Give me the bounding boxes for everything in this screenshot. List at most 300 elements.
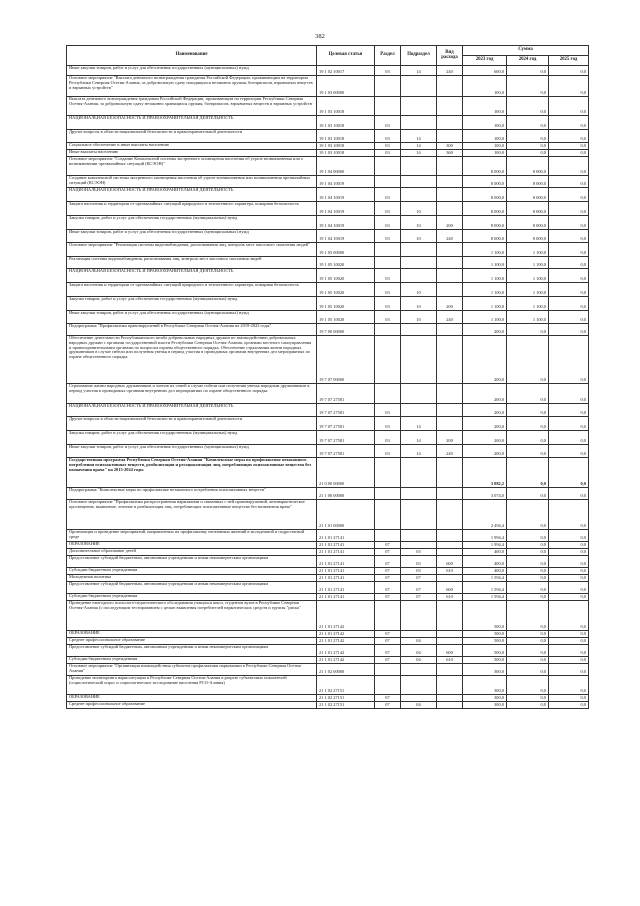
amount-2024: 0,0	[507, 631, 549, 638]
amount-2025: 0,0	[549, 188, 589, 202]
amount-2025: 0,0	[549, 458, 589, 488]
header-target: Целевая статья	[317, 46, 375, 66]
subsection-code	[401, 530, 437, 542]
table-row	[67, 384, 589, 404]
row-name: Обеспечение деятельности Республиканского штаба добровольных народных дружин по взаимодействию добровольных народных дружин с органами государственной власти Республики Северная Осетия-Алания, органами местного самоуправления и правоохранительными органами по вопросам охраны общественного порядка. Обеспечение страхования жизни народных дружинников в случае гибели или получения увечья в период участия в проводимых органами внутренних дел мероприятиях по охране общественного порядка	[67, 336, 317, 384]
row-name: Среднее профессиональное образование	[67, 702, 317, 709]
amount-2025: 0,0	[549, 97, 589, 116]
target-code: 19 1 03 10018	[317, 150, 375, 157]
expense-type-code	[437, 384, 463, 404]
section-code: 03	[375, 116, 401, 130]
row-name: Проведение мониторинга наркоситуации в Республике Северная Осетия-Алания в разрезе субъектовых показателей (социологический опрос и социологическое исследование населения РСО-Алания)	[67, 676, 317, 695]
amount-2023: 100,0	[463, 116, 507, 130]
row-name: Организация и проведение мероприятий, направленных на профилактику негативных явлений в молодежной и подростковой среде	[67, 530, 317, 542]
target-code: 19 1 04 10019	[317, 176, 375, 188]
row-name: Другие вопросы в области национальной безопасности и правоохранительной деятельности	[67, 130, 317, 143]
expense-type-code: 240	[437, 445, 463, 458]
amount-2025: 0,0	[549, 568, 589, 575]
expense-type-code: 610	[437, 568, 463, 575]
subsection-code: 14	[401, 143, 437, 150]
row-name: Предоставление субсидий бюджетным, автономным учреждениям и иным некоммерческим организациям	[67, 582, 317, 594]
target-code: 21 1 01 27141	[317, 549, 375, 556]
target-code: 21 1 01 27141	[317, 575, 375, 582]
target-code: 19 7 07 27581	[317, 417, 375, 431]
page-number: 382	[315, 33, 325, 40]
table-row	[67, 336, 589, 384]
table-row	[67, 631, 589, 638]
row-name: Выплата денежного вознаграждения гражданам Российской Федерации, проживающим на территории Республики Северная Осетия-Алания, за добровольную сдачу незаконно хранящихся оружия, боеприпасов, взрывчатых веществ и взрывных устройств	[67, 97, 317, 116]
table-row	[67, 458, 589, 488]
target-code: 19 1 04 10019	[317, 188, 375, 202]
amount-2025: 0,0	[549, 311, 589, 324]
header-subsection: Подраздел	[401, 46, 437, 66]
amount-2023: 500,0	[463, 638, 507, 645]
section-code	[375, 257, 401, 269]
table-row	[67, 130, 589, 143]
amount-2024: 0,0	[507, 97, 549, 116]
expense-type-code	[437, 458, 463, 488]
expense-type-code	[437, 188, 463, 202]
amount-2023: 200,0	[463, 404, 507, 417]
expense-type-code	[437, 283, 463, 297]
table-row	[67, 488, 589, 500]
subsection-code	[401, 695, 437, 702]
amount-2024: 0,0	[507, 404, 549, 417]
table-row	[67, 157, 589, 176]
section-code: 03	[375, 445, 401, 458]
expense-type-code	[437, 664, 463, 676]
expense-type-code	[437, 542, 463, 549]
amount-2023: 300,0	[463, 664, 507, 676]
section-code: 07	[375, 582, 401, 594]
amount-2024: 0,0	[507, 336, 549, 384]
subsection-code: 07	[401, 575, 437, 582]
amount-2023: 8 000,0	[463, 176, 507, 188]
table-row	[67, 311, 589, 324]
amount-2023: 600,0	[463, 66, 507, 76]
amount-2023: 500,0	[463, 657, 507, 664]
expense-type-code: 600	[437, 556, 463, 568]
subsection-code	[401, 676, 437, 695]
header-year-2024: 2024 год	[507, 56, 549, 66]
target-code: 19 7 07 00000	[317, 336, 375, 384]
amount-2025: 0,0	[549, 116, 589, 130]
amount-2024: 8 000,0	[507, 157, 549, 176]
section-code: 07	[375, 657, 401, 664]
table-row	[67, 556, 589, 568]
amount-2023: 1 994,4	[463, 530, 507, 542]
row-name: Социальное обеспечение и иные выплаты населению	[67, 143, 317, 150]
amount-2023: 200,0	[463, 336, 507, 384]
amount-2025: 0,0	[549, 542, 589, 549]
subsection-code	[401, 116, 437, 130]
amount-2025: 0,0	[549, 202, 589, 216]
amount-2025: 0,0	[549, 500, 589, 530]
row-name: ОБРАЗОВАНИЕ	[67, 631, 317, 638]
target-code: 19 1 04 10019	[317, 216, 375, 230]
row-name: Иные закупки товаров, работ и услуг для обеспечения государственных (муниципальных) нужд	[67, 445, 317, 458]
table-row	[67, 404, 589, 417]
subsection-code: 14	[401, 431, 437, 445]
amount-2023: 200,0	[463, 431, 507, 445]
target-code: 21 1 01 27141	[317, 542, 375, 549]
subsection-code	[401, 176, 437, 188]
header-section: Раздел	[375, 46, 401, 66]
amount-2023: 8 000,0	[463, 216, 507, 230]
target-code: 19 1 05 00000	[317, 243, 375, 257]
expense-type-code: 300	[437, 143, 463, 150]
row-name: Защита населения и территории от чрезвычайных ситуаций природного и техногенного характера, пожарная безопасность	[67, 202, 317, 216]
expense-type-code: 360	[437, 150, 463, 157]
target-code: 21 1 02 27151	[317, 702, 375, 709]
row-name: Подпрограмма "Профилактика правонарушений в Республике Северная Осетия-Алания на 2019-2023 годы"	[67, 324, 317, 336]
expense-type-code	[437, 336, 463, 384]
row-name: Закупка товаров, работ и услуг для обеспечения государственных (муниципальных) нужд	[67, 216, 317, 230]
amount-2025: 0,0	[549, 601, 589, 631]
row-name: Иные закупки товаров, работ и услуг для обеспечения государственных (муниципальных) нужд	[67, 66, 317, 76]
target-code: 21 1 01 27141	[317, 568, 375, 575]
table-row	[67, 116, 589, 130]
amount-2024: 0,0	[507, 645, 549, 657]
amount-2023: 1 594,4	[463, 575, 507, 582]
section-code: 03	[375, 66, 401, 76]
target-code: 21 0 00 00000	[317, 458, 375, 488]
section-code: 03	[375, 283, 401, 297]
amount-2024: 0,0	[507, 143, 549, 150]
amount-2025: 0,0	[549, 488, 589, 500]
subsection-code: 03	[401, 568, 437, 575]
amount-2024: 0,0	[507, 150, 549, 157]
amount-2025: 0,0	[549, 150, 589, 157]
section-code: 03	[375, 269, 401, 283]
amount-2023: 200,0	[463, 417, 507, 431]
amount-2025: 0,0	[549, 76, 589, 97]
amount-2025: 0,0	[549, 638, 589, 645]
row-name: Защита населения и территории от чрезвычайных ситуаций природного и техногенного характера, пожарная безопасность	[67, 283, 317, 297]
subsection-code	[401, 488, 437, 500]
table-row	[67, 297, 589, 311]
amount-2024: 0,0	[507, 76, 549, 97]
amount-2025: 0,0	[549, 645, 589, 657]
amount-2023: 200,0	[463, 384, 507, 404]
amount-2023: 400,0	[463, 568, 507, 575]
subsection-code	[401, 500, 437, 530]
amount-2025: 0,0	[549, 324, 589, 336]
target-code: 19 1 05 10020	[317, 269, 375, 283]
amount-2025: 0,0	[549, 664, 589, 676]
table-row	[67, 676, 589, 695]
section-code	[375, 336, 401, 384]
subsection-code	[401, 243, 437, 257]
amount-2023: 300,0	[463, 702, 507, 709]
amount-2024: 0,0	[507, 582, 549, 594]
subsection-code: 07	[401, 582, 437, 594]
section-code	[375, 676, 401, 695]
amount-2024: 0,0	[507, 702, 549, 709]
amount-2024: 0,0	[507, 556, 549, 568]
expense-type-code	[437, 702, 463, 709]
table-row	[67, 188, 589, 202]
subsection-code: 10	[401, 230, 437, 243]
amount-2025: 0,0	[549, 269, 589, 283]
expense-type-code	[437, 404, 463, 417]
section-code: 07	[375, 695, 401, 702]
target-code: 19 7 07 27581	[317, 445, 375, 458]
row-name: ОБРАЗОВАНИЕ	[67, 542, 317, 549]
amount-2025: 0,0	[549, 384, 589, 404]
amount-2025: 0,0	[549, 556, 589, 568]
expense-type-code	[437, 631, 463, 638]
section-code	[375, 76, 401, 97]
row-name: Страхование жизни народных дружинников и членов их семей в случае гибели или получения увечья народным дружинником в период участия в проводимых органами внутренних дел мероприятиях по охране общественного порядка	[67, 384, 317, 404]
amount-2023: 1 100,0	[463, 269, 507, 283]
section-code	[375, 157, 401, 176]
amount-2024: 0,0	[507, 575, 549, 582]
amount-2024: 0,0	[507, 657, 549, 664]
table-row	[67, 243, 589, 257]
row-name: НАЦИОНАЛЬНАЯ БЕЗОПАСНОСТЬ И ПРАВООХРАНИТЕЛЬНАЯ ДЕЯТЕЛЬНОСТЬ	[67, 269, 317, 283]
table-row	[67, 257, 589, 269]
subsection-code: 04	[401, 702, 437, 709]
subsection-code: 14	[401, 417, 437, 431]
amount-2023: 1 100,0	[463, 243, 507, 257]
row-name: Закупка товаров, работ и услуг для обеспечения государственных (муниципальных) нужд	[67, 431, 317, 445]
amount-2023: 3 074,0	[463, 488, 507, 500]
amount-2025: 0,0	[549, 549, 589, 556]
target-code: 21 1 01 27142	[317, 601, 375, 631]
section-code: 07	[375, 645, 401, 657]
amount-2024: 0,0	[507, 568, 549, 575]
amount-2023: 500,0	[463, 645, 507, 657]
expense-type-code	[437, 324, 463, 336]
table-row	[67, 176, 589, 188]
amount-2024: 1 100,0	[507, 297, 549, 311]
table-body	[67, 66, 589, 709]
expense-type-code	[437, 202, 463, 216]
table-row	[67, 150, 589, 157]
expense-type-code	[437, 257, 463, 269]
section-code	[375, 530, 401, 542]
expense-type-code	[437, 530, 463, 542]
expense-type-code	[437, 549, 463, 556]
expense-type-code	[437, 500, 463, 530]
amount-2024: 8 000,0	[507, 216, 549, 230]
amount-2023: 1 994,4	[463, 542, 507, 549]
target-code: 19 7 07 27581	[317, 384, 375, 404]
table-row	[67, 324, 589, 336]
section-code: 03	[375, 130, 401, 143]
amount-2024: 1 100,0	[507, 283, 549, 297]
row-name: Другие вопросы в области национальной безопасности и правоохранительной деятельности	[67, 417, 317, 431]
table-row	[67, 283, 589, 297]
amount-2024: 0,0	[507, 695, 549, 702]
target-code: 19 1 05 10020	[317, 283, 375, 297]
amount-2025: 0,0	[549, 257, 589, 269]
target-code: 21 1 02 00000	[317, 664, 375, 676]
subsection-code: 04	[401, 645, 437, 657]
table-row	[67, 97, 589, 116]
amount-2024: 0,0	[507, 530, 549, 542]
section-code	[375, 601, 401, 631]
subsection-code	[401, 458, 437, 488]
row-name: Иные закупки товаров, работ и услуг для обеспечения государственных (муниципальных) нужд	[67, 230, 317, 243]
row-name: Основное мероприятие "Выплата денежного вознаграждения гражданам Российской Федерации, проживающим на территории Республики Северная Осетия-Алания, за добровольную сдачу находящихся незаконно оружия, боеприпасов, взрывчатых веществ и взрывных устройств"	[67, 76, 317, 97]
row-name: Дополнительное образование детей	[67, 549, 317, 556]
row-name: Государственная программа Республики Северная Осетия-Алания "Комплексные меры по профилактике незаконного потребления психоактивных веществ, реабилитация и ресоциализация лиц, потребляющих психоактивные вещества без назначения врача" на 2015-2024 годы	[67, 458, 317, 488]
section-code	[375, 384, 401, 404]
expense-type-code	[437, 243, 463, 257]
row-name: Иные выплаты населению	[67, 150, 317, 157]
amount-2025: 0,0	[549, 417, 589, 431]
header-expense-type: Вид расхода	[437, 46, 463, 66]
subsection-code	[401, 97, 437, 116]
subsection-code: 07	[401, 594, 437, 601]
table-row	[67, 702, 589, 709]
amount-2025: 0,0	[549, 143, 589, 150]
amount-2023: 8 000,0	[463, 202, 507, 216]
row-name: Основное мероприятие "Реализация системы видеонаблюдения, распознавания лиц, контроль мест массового скопления людей"	[67, 243, 317, 257]
row-name: Основное мероприятие "Организация взаимодействия субъектов профилактики наркомании в Республике Северная Осетия-Алания"	[67, 664, 317, 676]
amount-2025: 0,0	[549, 530, 589, 542]
target-code: 19 1 03 00000	[317, 76, 375, 97]
table-row	[67, 657, 589, 664]
section-code	[375, 458, 401, 488]
amount-2024: 0,0	[507, 66, 549, 76]
amount-2023: 2 494,4	[463, 500, 507, 530]
amount-2025: 0,0	[549, 404, 589, 417]
table-row	[67, 216, 589, 230]
amount-2023: 1 100,0	[463, 257, 507, 269]
subsection-code	[401, 257, 437, 269]
table-row	[67, 230, 589, 243]
subsection-code	[401, 601, 437, 631]
amount-2024: 0,0	[507, 431, 549, 445]
amount-2024: 8 000,0	[507, 230, 549, 243]
section-code	[375, 488, 401, 500]
expense-type-code: 600	[437, 582, 463, 594]
amount-2023: 400,0	[463, 549, 507, 556]
table-row	[67, 568, 589, 575]
row-name: Закупка товаров, работ и услуг для обеспечения государственных (муниципальных) нужд	[67, 297, 317, 311]
target-code: 19 1 05 10020	[317, 257, 375, 269]
section-code	[375, 243, 401, 257]
row-name: Среднее профессиональное образование	[67, 638, 317, 645]
subsection-code: 14	[401, 66, 437, 76]
section-code: 07	[375, 575, 401, 582]
table-row	[67, 594, 589, 601]
row-name: Создание комплексной системы экстренного оповещения населения об угрозе возникновения или возникновения чрезвычайных ситуаций (КСЭОН)	[67, 176, 317, 188]
amount-2023: 100,0	[463, 130, 507, 143]
target-code: 21 1 01 27141	[317, 556, 375, 568]
subsection-code: 03	[401, 556, 437, 568]
subsection-code: 14	[401, 445, 437, 458]
amount-2025: 0,0	[549, 575, 589, 582]
row-name: Подпрограмма "Комплексные меры по профилактике незаконного потребления психоактивных веществ"	[67, 488, 317, 500]
subsection-code: 10	[401, 216, 437, 230]
amount-2025: 0,0	[549, 216, 589, 230]
amount-2023: 200,0	[463, 324, 507, 336]
subsection-code: 04	[401, 638, 437, 645]
expense-type-code	[437, 116, 463, 130]
section-code: 03	[375, 202, 401, 216]
amount-2024: 0,0	[507, 549, 549, 556]
section-code: 07	[375, 549, 401, 556]
row-name: Предоставление субсидий бюджетным, автономным учреждениям и иным некоммерческим организациям	[67, 556, 317, 568]
header-sum: Сумма	[463, 46, 589, 56]
table-row	[67, 582, 589, 594]
amount-2024: 0,0	[507, 130, 549, 143]
table-row	[67, 431, 589, 445]
amount-2023: 1 100,0	[463, 283, 507, 297]
target-code: 19 1 03 10018	[317, 116, 375, 130]
expense-type-code: 200	[437, 431, 463, 445]
subsection-code: 10	[401, 297, 437, 311]
subsection-code	[401, 384, 437, 404]
section-code: 03	[375, 143, 401, 150]
section-code: 07	[375, 594, 401, 601]
amount-2024: 0,0	[507, 417, 549, 431]
amount-2024: 1 100,0	[507, 311, 549, 324]
amount-2024: 0,0	[507, 664, 549, 676]
subsection-code	[401, 631, 437, 638]
section-code	[375, 176, 401, 188]
amount-2025: 0,0	[549, 594, 589, 601]
subsection-code: 10	[401, 311, 437, 324]
row-name: Субсидии бюджетным учреждениям	[67, 568, 317, 575]
row-name: Субсидии бюджетным учреждениям	[67, 594, 317, 601]
target-code: 19 1 04 10019	[317, 230, 375, 243]
subsection-code	[401, 269, 437, 283]
amount-2024: 0,0	[507, 384, 549, 404]
subsection-code: 14	[401, 130, 437, 143]
subsection-code	[401, 542, 437, 549]
row-name: ОБРАЗОВАНИЕ	[67, 695, 317, 702]
target-code: 21 1 01 00000	[317, 500, 375, 530]
table-row	[67, 76, 589, 97]
section-code: 03	[375, 431, 401, 445]
target-code: 19 7 00 00000	[317, 324, 375, 336]
amount-2025: 0,0	[549, 702, 589, 709]
subsection-code: 04	[401, 657, 437, 664]
expense-type-code: 600	[437, 645, 463, 657]
amount-2025: 0,0	[549, 582, 589, 594]
table-row	[67, 664, 589, 676]
row-name: Молодежная политика	[67, 575, 317, 582]
section-code: 03	[375, 404, 401, 417]
table-row	[67, 645, 589, 657]
amount-2023: 8 000,0	[463, 230, 507, 243]
target-code: 19 1 03 10018	[317, 143, 375, 150]
target-code: 19 7 07 27581	[317, 404, 375, 417]
amount-2023: 200,0	[463, 445, 507, 458]
table-row	[67, 542, 589, 549]
amount-2024: 0,0	[507, 594, 549, 601]
amount-2025: 0,0	[549, 431, 589, 445]
subsection-code	[401, 157, 437, 176]
section-code: 07	[375, 556, 401, 568]
target-code: 19 1 02 10017	[317, 66, 375, 76]
expense-type-code	[437, 76, 463, 97]
expense-type-code	[437, 695, 463, 702]
amount-2024: 0,0	[507, 542, 549, 549]
amount-2023: 100,0	[463, 143, 507, 150]
amount-2024: 0,0	[507, 500, 549, 530]
row-name: Предоставление субсидий бюджетным, автономным учреждениям и иным некоммерческим организациям	[67, 645, 317, 657]
subsection-code: 14	[401, 150, 437, 157]
amount-2023: 100,0	[463, 150, 507, 157]
amount-2025: 0,0	[549, 176, 589, 188]
subsection-code	[401, 324, 437, 336]
